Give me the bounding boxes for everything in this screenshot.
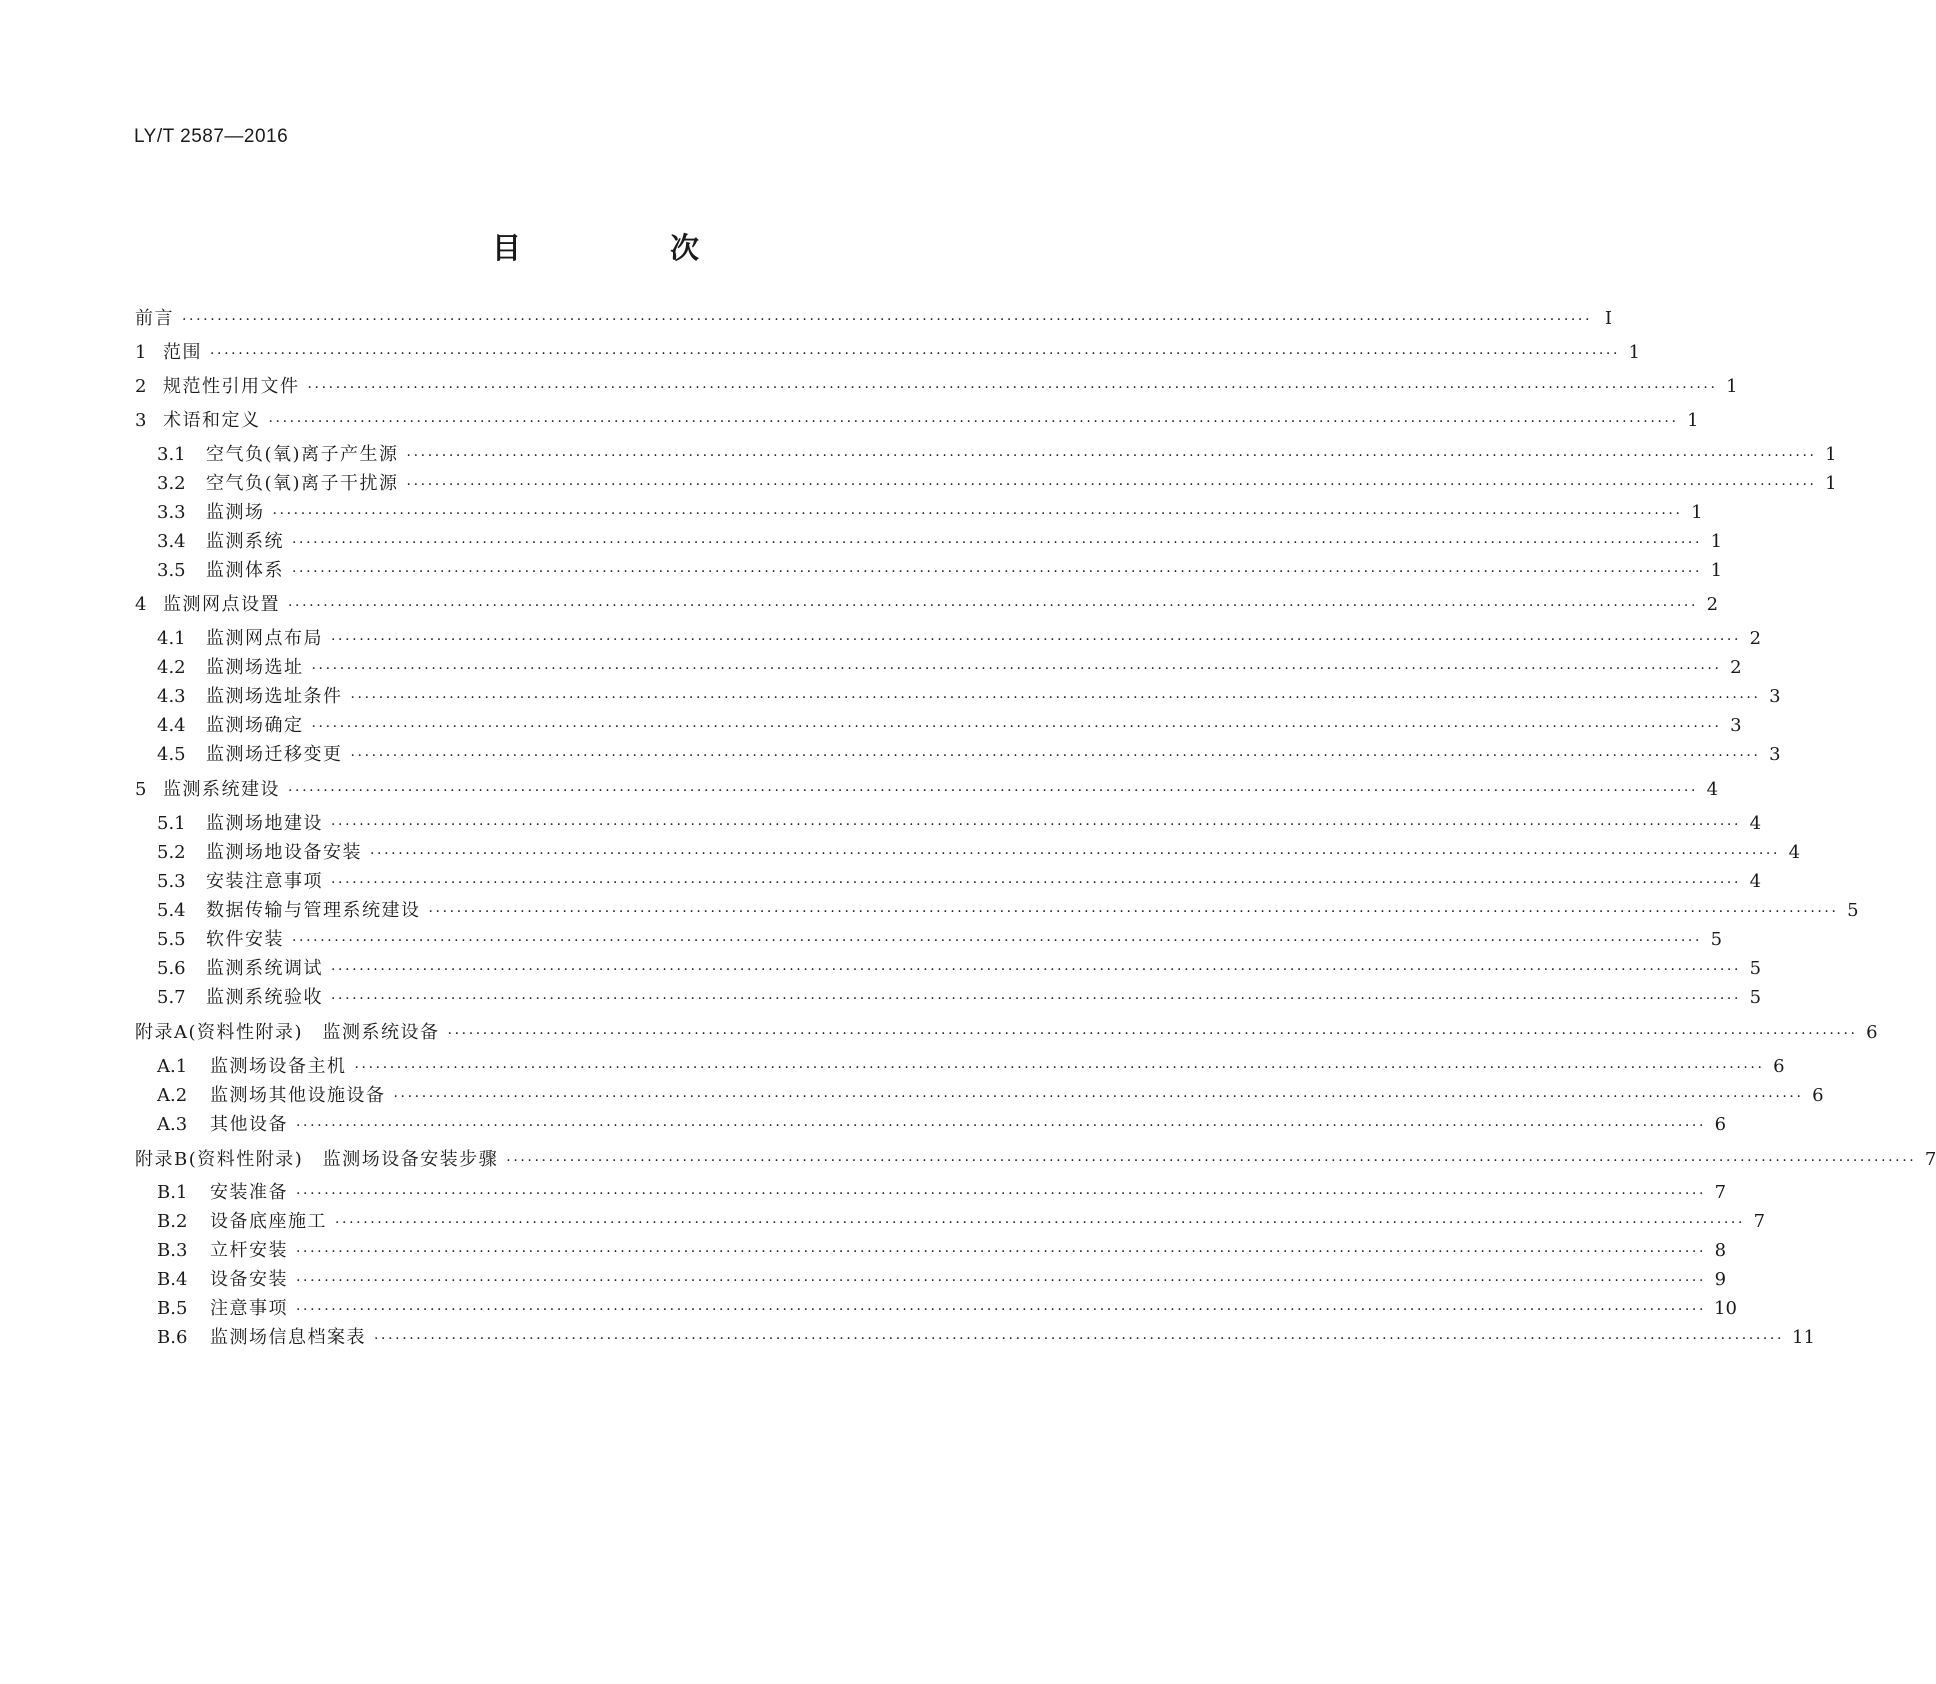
toc-entry-label: 安装准备 bbox=[210, 1182, 288, 1203]
toc-page-number: 2 bbox=[1730, 657, 1742, 678]
toc-dot-leader: ········································································································································································································ bbox=[393, 1089, 1804, 1105]
toc-entry[interactable] bbox=[157, 1323, 1815, 1353]
toc-entry[interactable] bbox=[157, 896, 1859, 926]
toc-entry-number: 3.1 bbox=[157, 444, 186, 465]
toc-entry-number: A.3 bbox=[157, 1114, 188, 1135]
toc-entry[interactable] bbox=[157, 1081, 1824, 1111]
toc-page-number: 8 bbox=[1714, 1240, 1727, 1261]
toc-entry[interactable] bbox=[157, 527, 1723, 557]
toc-entry-number: 5.4 bbox=[157, 900, 186, 921]
toc-page-number: 3 bbox=[1730, 715, 1742, 736]
toc-dot-leader: ········································································································································································································ bbox=[288, 598, 1699, 614]
page-title: 目 次 bbox=[491, 231, 759, 265]
toc-page-number: 7 bbox=[1924, 1149, 1936, 1170]
toc-entry[interactable] bbox=[157, 1294, 1737, 1324]
toc-entry-label: 软件安装 bbox=[206, 929, 284, 950]
toc-dot-leader: ········································································································································································································ bbox=[288, 783, 1699, 799]
toc-dot-leader: ········································································································································································································ bbox=[331, 632, 1742, 648]
toc-entry-label: 术语和定义 bbox=[163, 410, 261, 431]
toc-dot-leader: ········································································································································································································ bbox=[292, 535, 1703, 551]
toc-page-number: 3 bbox=[1769, 744, 1781, 765]
toc-dot-leader: ········································································································································································································ bbox=[331, 962, 1742, 978]
toc-entry-label: 监测系统调试 bbox=[206, 958, 323, 979]
toc-dot-leader: ········································································································································································································ bbox=[268, 414, 1679, 430]
toc-entry-number: B.4 bbox=[157, 1269, 188, 1290]
toc-page-number: 1 bbox=[1726, 376, 1738, 397]
toc-entry[interactable] bbox=[157, 925, 1723, 955]
toc-entry-label: 规范性引用文件 bbox=[163, 376, 300, 397]
toc-entry[interactable] bbox=[157, 682, 1781, 712]
toc-entry[interactable] bbox=[157, 1110, 1727, 1140]
toc-page-number: 4 bbox=[1788, 842, 1801, 863]
toc-page-number: 1 bbox=[1710, 560, 1723, 581]
toc-page-number: Ⅰ bbox=[1604, 308, 1613, 329]
toc-entry-number: B.1 bbox=[157, 1182, 188, 1203]
toc-dot-leader: ········································································································································································································ bbox=[311, 661, 1722, 677]
toc-page-number: 2 bbox=[1706, 594, 1719, 615]
toc-entry-label: 附录B(资料性附录) 监测场设备安装步骤 bbox=[135, 1149, 499, 1170]
toc-dot-leader: ········································································································································································································ bbox=[210, 346, 1621, 362]
toc-page-number: 5 bbox=[1847, 900, 1859, 921]
toc-page-number: 9 bbox=[1714, 1269, 1727, 1290]
toc-entry-label: 注意事项 bbox=[210, 1298, 288, 1319]
toc-entry-label: 监测场确定 bbox=[206, 715, 304, 736]
toc-page-number: 6 bbox=[1714, 1114, 1727, 1135]
toc-page-number: 1 bbox=[1687, 410, 1699, 431]
toc-entry-number: 1 bbox=[135, 342, 147, 363]
toc-entry-label: 监测场迁移变更 bbox=[206, 744, 343, 765]
toc-entry[interactable] bbox=[157, 624, 1762, 654]
toc-entry-number: 3.3 bbox=[157, 502, 186, 523]
toc-dot-leader: ········································································································································································································ bbox=[406, 477, 1817, 493]
toc-entry-number: 4.3 bbox=[157, 686, 186, 707]
toc-dot-leader: ········································································································································································································ bbox=[292, 564, 1703, 580]
toc-entry-label: 其他设备 bbox=[210, 1114, 288, 1135]
toc-entry-number: 3.2 bbox=[157, 473, 186, 494]
toc-entry[interactable] bbox=[135, 1145, 1936, 1175]
toc-page-number: 4 bbox=[1749, 813, 1762, 834]
toc-entry[interactable] bbox=[157, 1052, 1785, 1082]
toc-entry-number: B.5 bbox=[157, 1298, 188, 1319]
toc-page-number: 1 bbox=[1710, 531, 1723, 552]
toc-entry-number: B.6 bbox=[157, 1327, 188, 1348]
toc-dot-leader: ········································································································································································································ bbox=[331, 817, 1742, 833]
toc-entry-label: 空气负(氧)离子干扰源 bbox=[206, 473, 399, 494]
toc-entry-label: 设备安装 bbox=[210, 1269, 288, 1290]
toc-entry-number: 5.3 bbox=[157, 871, 186, 892]
toc-entry-number: 5.5 bbox=[157, 929, 186, 950]
toc-page-number: 6 bbox=[1812, 1085, 1824, 1106]
toc-dot-leader: ········································································································································································································ bbox=[354, 1060, 1765, 1076]
toc-entry-label: 监测网点布局 bbox=[206, 628, 323, 649]
toc-entry[interactable] bbox=[157, 1207, 1766, 1237]
toc-entry-label: 设备底座施工 bbox=[210, 1211, 327, 1232]
toc-entry[interactable] bbox=[157, 1236, 1727, 1266]
toc-entry[interactable] bbox=[157, 809, 1762, 839]
toc-entry-label: 附录A(资料性附录) 监测系统设备 bbox=[135, 1022, 440, 1043]
toc-entry-number: 5.6 bbox=[157, 958, 186, 979]
toc-entry[interactable] bbox=[157, 653, 1742, 683]
toc-entry-label: 空气负(氧)离子产生源 bbox=[206, 444, 399, 465]
toc-entry[interactable] bbox=[135, 304, 1613, 334]
toc-entry-number: 4.4 bbox=[157, 715, 186, 736]
toc-page-number: 2 bbox=[1749, 628, 1762, 649]
toc-page-number: 5 bbox=[1749, 987, 1762, 1008]
toc-entry-label: 监测场选址 bbox=[206, 657, 304, 678]
toc-entry[interactable] bbox=[157, 838, 1801, 868]
toc-dot-leader: ········································································································································································································ bbox=[370, 846, 1781, 862]
toc-entry-number: 4 bbox=[135, 594, 147, 615]
toc-entry[interactable] bbox=[135, 775, 1719, 805]
toc-entry-number: A.2 bbox=[157, 1085, 188, 1106]
toc-entry-label: 监测场其他设施设备 bbox=[210, 1085, 386, 1106]
toc-entry[interactable] bbox=[157, 440, 1837, 470]
toc-entry-number: 3.5 bbox=[157, 560, 186, 581]
toc-page-number: 10 bbox=[1714, 1298, 1737, 1319]
toc-entry[interactable] bbox=[157, 867, 1762, 897]
toc-entry[interactable] bbox=[135, 372, 1738, 402]
toc-entry-number: 5 bbox=[135, 779, 147, 800]
toc-dot-leader: ········································································································································································································ bbox=[374, 1331, 1785, 1347]
toc-entry-label: 范围 bbox=[163, 342, 202, 363]
toc-entry[interactable] bbox=[157, 740, 1781, 770]
toc-entry-number: 3 bbox=[135, 410, 147, 431]
toc-entry-label: 监测场设备主机 bbox=[210, 1056, 347, 1077]
toc-page-number: 3 bbox=[1769, 686, 1781, 707]
toc-entry-number: 3.4 bbox=[157, 531, 186, 552]
toc-dot-leader: ········································································································································································································ bbox=[272, 506, 1683, 522]
toc-dot-leader: ········································································································································································································ bbox=[331, 991, 1742, 1007]
toc-entry-label: 数据传输与管理系统建设 bbox=[206, 900, 421, 921]
toc-dot-leader: ········································································································································································································ bbox=[350, 690, 1761, 706]
toc-entry-number: A.1 bbox=[157, 1056, 188, 1077]
toc-entry-label: 监测系统建设 bbox=[163, 779, 280, 800]
toc-entry-label: 监测网点设置 bbox=[163, 594, 280, 615]
toc-dot-leader: ········································································································································································································ bbox=[335, 1215, 1746, 1231]
toc-entry[interactable] bbox=[135, 590, 1719, 620]
toc-entry[interactable] bbox=[157, 983, 1762, 1013]
toc-dot-leader: ········································································································································································································ bbox=[296, 1244, 1707, 1260]
toc-dot-leader: ········································································································································································································ bbox=[296, 1273, 1707, 1289]
toc-entry[interactable] bbox=[135, 406, 1699, 436]
toc-entry-label: 监测场地设备安装 bbox=[206, 842, 362, 863]
toc-page-number: 1 bbox=[1691, 502, 1703, 523]
toc-page-number: 5 bbox=[1749, 958, 1762, 979]
toc-entry-label: 监测场地建设 bbox=[206, 813, 323, 834]
toc-dot-leader: ········································································································································································································ bbox=[447, 1026, 1858, 1042]
toc-dot-leader: ········································································································································································································ bbox=[350, 748, 1761, 764]
toc-dot-leader: ········································································································································································································ bbox=[182, 312, 1593, 328]
toc-page-number: 7 bbox=[1753, 1211, 1766, 1232]
toc-dot-leader: ········································································································································································································ bbox=[428, 904, 1839, 920]
toc-page-number: 7 bbox=[1714, 1182, 1727, 1203]
toc-entry[interactable] bbox=[157, 1178, 1727, 1208]
toc-page-number: 6 bbox=[1773, 1056, 1785, 1077]
toc-page-number: 1 bbox=[1628, 342, 1641, 363]
toc-entry-label: 监测体系 bbox=[206, 560, 284, 581]
toc-entry-label: 安装注意事项 bbox=[206, 871, 323, 892]
toc-dot-leader: ········································································································································································································ bbox=[311, 719, 1722, 735]
toc-entry-label: 前言 bbox=[135, 308, 174, 329]
toc-entry-number: 5.2 bbox=[157, 842, 186, 863]
toc-dot-leader: ········································································································································································································ bbox=[296, 1118, 1707, 1134]
toc-page-number: 6 bbox=[1866, 1022, 1878, 1043]
toc-entry-label: 监测系统验收 bbox=[206, 987, 323, 1008]
toc-entry-number: 4.2 bbox=[157, 657, 186, 678]
toc-dot-leader: ········································································································································································································ bbox=[307, 380, 1718, 396]
toc-dot-leader: ········································································································································································································ bbox=[406, 448, 1817, 464]
toc-entry-label: 监测场 bbox=[206, 502, 265, 523]
toc-entry-number: 4.5 bbox=[157, 744, 186, 765]
toc-entry[interactable] bbox=[157, 556, 1723, 586]
toc-entry-label: 立杆安装 bbox=[210, 1240, 288, 1261]
toc-entry[interactable] bbox=[135, 338, 1641, 368]
toc-dot-leader: ········································································································································································································ bbox=[331, 875, 1742, 891]
toc-entry-number: 4.1 bbox=[157, 628, 186, 649]
toc-dot-leader: ········································································································································································································ bbox=[506, 1153, 1917, 1169]
toc-entry-number: 2 bbox=[135, 376, 147, 397]
toc-entry[interactable] bbox=[135, 1018, 1878, 1048]
toc-page-number: 5 bbox=[1710, 929, 1723, 950]
toc-page-number: 1 bbox=[1825, 473, 1837, 494]
toc-entry[interactable] bbox=[157, 1265, 1727, 1295]
toc-entry[interactable] bbox=[157, 711, 1742, 741]
toc-entry-label: 监测系统 bbox=[206, 531, 284, 552]
toc-page-number: 4 bbox=[1749, 871, 1762, 892]
toc-page-number: 11 bbox=[1792, 1327, 1815, 1348]
toc-entry[interactable] bbox=[157, 954, 1762, 984]
toc-page-number: 1 bbox=[1825, 444, 1837, 465]
toc-page-number: 4 bbox=[1706, 779, 1719, 800]
toc-entry-number: B.2 bbox=[157, 1211, 188, 1232]
toc-entry[interactable] bbox=[157, 498, 1703, 528]
toc-entry-number: 5.1 bbox=[157, 813, 186, 834]
toc-entry-number: B.3 bbox=[157, 1240, 188, 1261]
toc-entry[interactable] bbox=[157, 469, 1837, 499]
toc-dot-leader: ········································································································································································································ bbox=[296, 1302, 1707, 1318]
toc-entry-number: 5.7 bbox=[157, 987, 186, 1008]
toc-entry-label: 监测场选址条件 bbox=[206, 686, 343, 707]
toc-dot-leader: ········································································································································································································ bbox=[296, 1186, 1707, 1202]
toc-dot-leader: ········································································································································································································ bbox=[292, 933, 1703, 949]
standard-number: LY/T 2587—2016 bbox=[134, 126, 289, 147]
toc-entry-label: 监测场信息档案表 bbox=[210, 1327, 366, 1348]
